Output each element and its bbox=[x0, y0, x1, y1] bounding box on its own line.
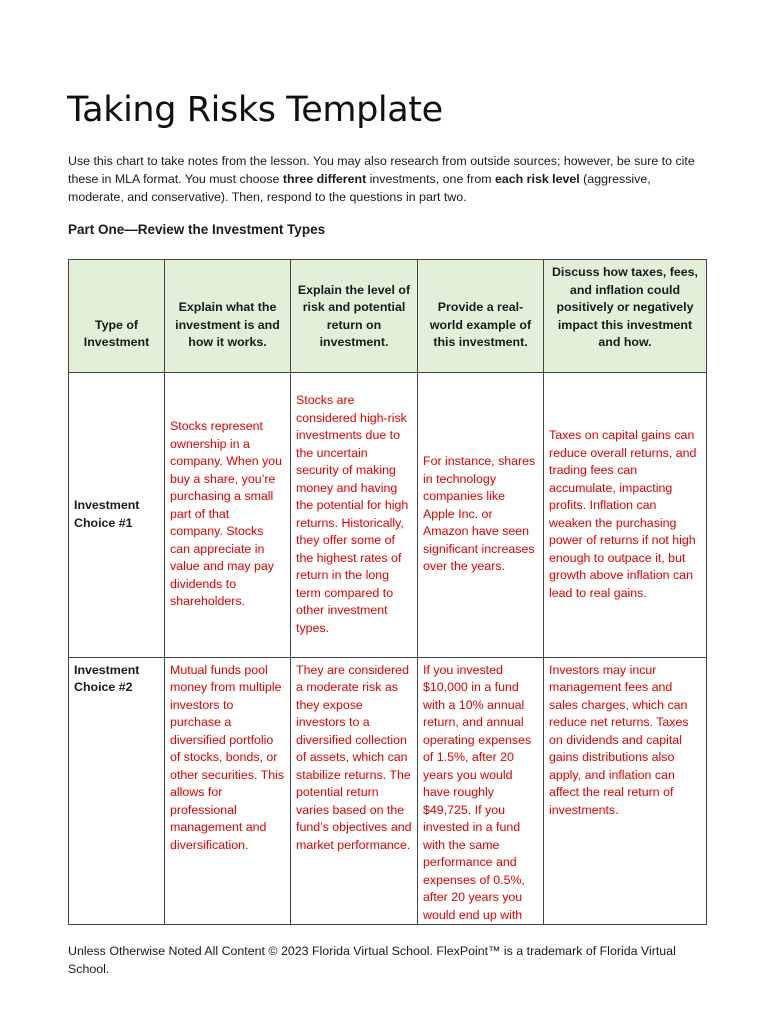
intro-paragraph bbox=[68, 152, 708, 206]
row-label: Investment Choice #2 bbox=[69, 657, 165, 924]
header-impact: Discuss how taxes, fees, and inflation could positively or negatively impact this investment and how. bbox=[544, 260, 707, 373]
cell-what: Stocks represent ownership in a company. When you buy a share, you’re purchasing a small part of that company. Stocks can appreciate in value and may pay dividends to shareholders. bbox=[165, 372, 291, 657]
cell-example-text: If you invested $10,000 in a fund with a 10% annual return, and annual operating expenses of 1.5%, after 20 years you would have roughly $49,725. If you invested in a fund with the same performance and expenses of 0.5%, after 20 years you would end up with bbox=[423, 662, 532, 922]
header-risk: Explain the level of risk and potential return on investment. bbox=[291, 260, 418, 373]
intro-text-1: Use this chart to take notes from the lesson. You may also research from outside sources; however, be sure to cite these in MLA format. You must choose bbox=[68, 154, 695, 186]
cell-impact: Taxes on capital gains can reduce overall returns, and trading fees can accumulate, impacting profits. Inflation can weaken the purchasing power of returns if not high enough to outpace it, but growth above inflation can lead to real gains. bbox=[544, 372, 707, 657]
header-type: Type of Investment bbox=[69, 260, 165, 373]
intro-text-3: (aggressive, moderate, and conservative). Then, respond to the questions in part two. bbox=[68, 172, 651, 204]
table-row bbox=[69, 372, 707, 657]
cell-risk: Stocks are considered high-risk investments due to the uncertain security of making money and having the potential for high returns. Historically, they offer some of the highest rates of return in the long term compared to other investment types. bbox=[291, 372, 418, 657]
row-label: Investment Choice #1 bbox=[69, 372, 165, 657]
intro-bold-2: each risk level bbox=[495, 172, 580, 186]
table-row bbox=[69, 657, 707, 924]
header-explain: Explain what the investment is and how it works. bbox=[165, 260, 291, 373]
intro-bold-1: three different bbox=[282, 172, 367, 186]
cell-example bbox=[418, 657, 544, 924]
cell-impact: Investors may incur management fees and sales charges, which can reduce net returns. Taxes on dividends and capital gains distributions also apply, and inflation can affect the real return of investments. bbox=[544, 657, 707, 924]
table-header-row bbox=[69, 260, 707, 373]
cell-what: Mutual funds pool money from multiple investors to purchase a diversified portfolio of stocks, bonds, or other securities. This allows for professional management and diversification. bbox=[165, 657, 291, 924]
cell-risk: They are considered a moderate risk as they expose investors to a diversified collection of assets, which can stabilize returns. The potential return varies based on the fund’s objectives and market performance. bbox=[291, 657, 418, 924]
page-title: Taking Risks Template bbox=[67, 90, 443, 130]
cell-example: For instance, shares in technology companies like Apple Inc. or Amazon have seen significant increases over the years. bbox=[418, 372, 544, 657]
intro-text-2: investments, one from bbox=[366, 172, 495, 186]
copyright-footer: Unless Otherwise Noted All Content © 2023 Florida Virtual School. FlexPoint™ is a trademark of Florida Virtual School. bbox=[68, 944, 676, 976]
section-heading: Part One—Review the Investment Types bbox=[68, 222, 326, 237]
header-example: Provide a real-world example of this investment. bbox=[418, 260, 544, 373]
investment-table bbox=[68, 259, 707, 925]
